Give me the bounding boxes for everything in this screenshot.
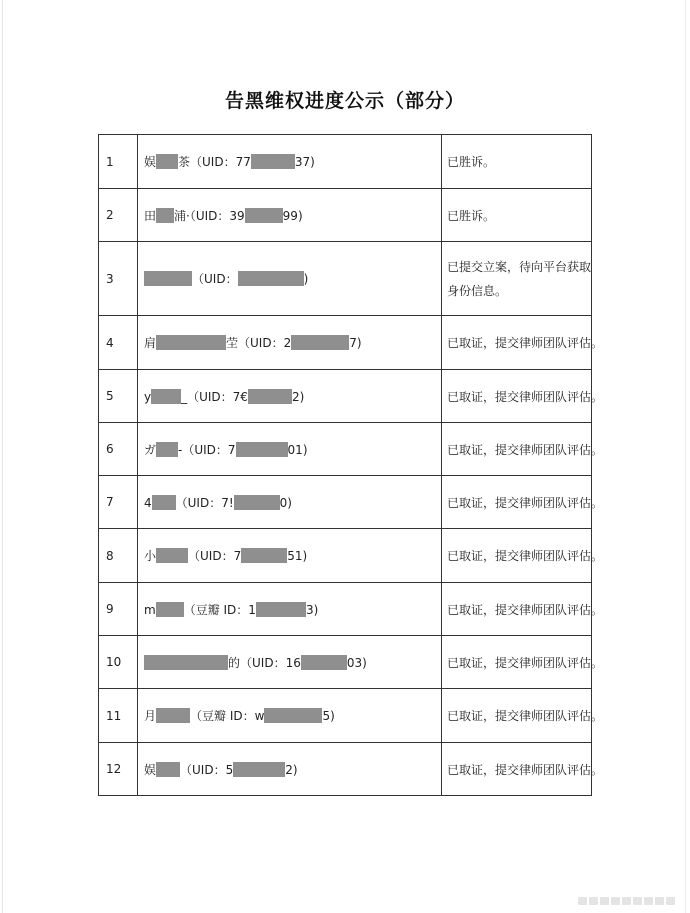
- status-cell: 已取证，提交律师团队评估。: [442, 370, 592, 423]
- status-cell: 已取证，提交律师团队评估。: [442, 689, 592, 743]
- redaction-block: [151, 389, 181, 404]
- account-cell: [138, 423, 442, 476]
- redaction-block: [156, 154, 178, 169]
- account-name-start: 月: [144, 709, 157, 723]
- row-number: 8: [99, 529, 138, 583]
- status-cell: 已取证，提交律师团队评估。: [442, 423, 592, 476]
- account-cell: [138, 316, 442, 370]
- table-row: [99, 189, 592, 242]
- account-name-end: （UID：5: [180, 762, 234, 777]
- redaction-block: [233, 762, 285, 777]
- row-number: 7: [99, 476, 138, 529]
- table-row: [99, 242, 592, 316]
- status-cell: 已取证，提交律师团队评估。: [442, 636, 592, 689]
- account-name-start: ガ: [144, 442, 157, 457]
- account-cell: [138, 135, 442, 189]
- account-name-end: 茔（UID：2: [226, 336, 292, 350]
- account-name-end: 茶（UID：77: [178, 155, 251, 169]
- account-id-end: ): [303, 272, 309, 286]
- redaction-block: [156, 208, 174, 223]
- row-number: 12: [99, 743, 138, 796]
- account-cell: [138, 189, 442, 242]
- account-cell: [138, 583, 442, 636]
- account-id-end: 7): [349, 336, 362, 350]
- redaction-block: [264, 708, 322, 723]
- account-id-end: 5): [322, 709, 335, 723]
- account-id-end: 51): [287, 549, 308, 563]
- status-cell: 已胜诉。: [442, 189, 592, 242]
- redaction-block: [251, 154, 295, 169]
- redaction-block: [256, 602, 306, 617]
- redaction-block: [234, 495, 280, 510]
- row-number: 4: [99, 316, 138, 370]
- account-cell: [138, 636, 442, 689]
- account-name-start: 4: [144, 495, 152, 510]
- table-row: [99, 689, 592, 743]
- account-name-start: 小: [144, 549, 157, 563]
- redaction-block: [291, 335, 349, 350]
- account-name-end: 浦·（UID：39: [174, 208, 245, 223]
- redaction-block: [248, 389, 292, 404]
- row-number: 2: [99, 189, 138, 242]
- account-cell: [138, 743, 442, 796]
- table-row: [99, 583, 592, 636]
- account-name-end: -（UID：7: [178, 442, 236, 457]
- page-edge-right: [685, 0, 686, 913]
- account-id-end: 03): [346, 655, 367, 670]
- account-name-end: _（UID：7€: [181, 389, 248, 404]
- account-name-end: （豆瓣 ID：1: [183, 602, 256, 617]
- account-name-start: 娱: [144, 155, 157, 169]
- account-name-end: （UID：7: [188, 549, 242, 563]
- redaction-block: [144, 271, 192, 286]
- status-cell: 已取证，提交律师团队评估。: [442, 583, 592, 636]
- account-cell: [138, 689, 442, 743]
- table-row: [99, 423, 592, 476]
- row-number: 6: [99, 423, 138, 476]
- status-cell: 已取证，提交律师团队评估。: [442, 529, 592, 583]
- account-name-end: （UID：: [192, 272, 238, 286]
- table-row: [99, 476, 592, 529]
- account-cell: [138, 242, 442, 316]
- account-id-end: 99): [282, 208, 303, 223]
- account-id-end: 37): [294, 155, 315, 169]
- account-name-start: y: [144, 389, 152, 404]
- account-id-end: 2): [285, 762, 298, 777]
- status-cell: 已取证，提交律师团队评估。: [442, 316, 592, 370]
- account-id-end: 2): [291, 389, 305, 404]
- account-id-end: 0): [279, 495, 292, 510]
- status-cell: 已提交立案，待向平台获取身份信息。: [442, 242, 592, 316]
- redaction-block: [156, 548, 188, 563]
- row-number: 10: [99, 636, 138, 689]
- redaction-block: [144, 655, 228, 670]
- redaction-block: [152, 495, 176, 510]
- account-name-end: 的（UID：16: [228, 655, 301, 670]
- account-name-end: （UID：7!: [175, 495, 234, 510]
- redaction-block: [156, 602, 184, 617]
- status-cell: 已胜诉。: [442, 135, 592, 189]
- table-row: [99, 636, 592, 689]
- table-row: [99, 743, 592, 796]
- status-cell: 已取证，提交律师团队评估。: [442, 476, 592, 529]
- table-row: [99, 370, 592, 423]
- account-cell: [138, 476, 442, 529]
- redaction-block: [156, 442, 178, 457]
- redaction-block: [156, 762, 180, 777]
- row-number: 5: [99, 370, 138, 423]
- redaction-block: [238, 271, 304, 286]
- redaction-block: [236, 442, 288, 457]
- redaction-block: [156, 335, 226, 350]
- redaction-block: [245, 208, 283, 223]
- account-id-end: 01): [287, 442, 308, 457]
- account-name-end: （豆瓣 ID：w: [190, 709, 265, 723]
- status-cell: 已取证，提交律师团队评估。: [442, 743, 592, 796]
- table-row: [99, 529, 592, 583]
- redaction-block: [241, 548, 287, 563]
- account-name-start: 田: [144, 208, 157, 223]
- account-name-start: 娱: [144, 762, 157, 777]
- watermark: [578, 897, 678, 907]
- table-row: [99, 316, 592, 370]
- account-name-start: 肩: [144, 336, 157, 350]
- progress-table: [98, 134, 604, 796]
- row-number: 11: [99, 689, 138, 743]
- page-edge-left: [2, 0, 3, 913]
- row-number: 3: [99, 242, 138, 316]
- redaction-block: [301, 655, 347, 670]
- redaction-block: [156, 708, 190, 723]
- account-name-start: m: [144, 602, 156, 617]
- table-row: [99, 135, 592, 189]
- account-cell: [138, 529, 442, 583]
- document-title: 告黑维权进度公示（部分）: [224, 90, 465, 112]
- row-number: 1: [99, 135, 138, 189]
- account-id-end: 3): [305, 602, 319, 617]
- account-cell: [138, 370, 442, 423]
- row-number: 9: [99, 583, 138, 636]
